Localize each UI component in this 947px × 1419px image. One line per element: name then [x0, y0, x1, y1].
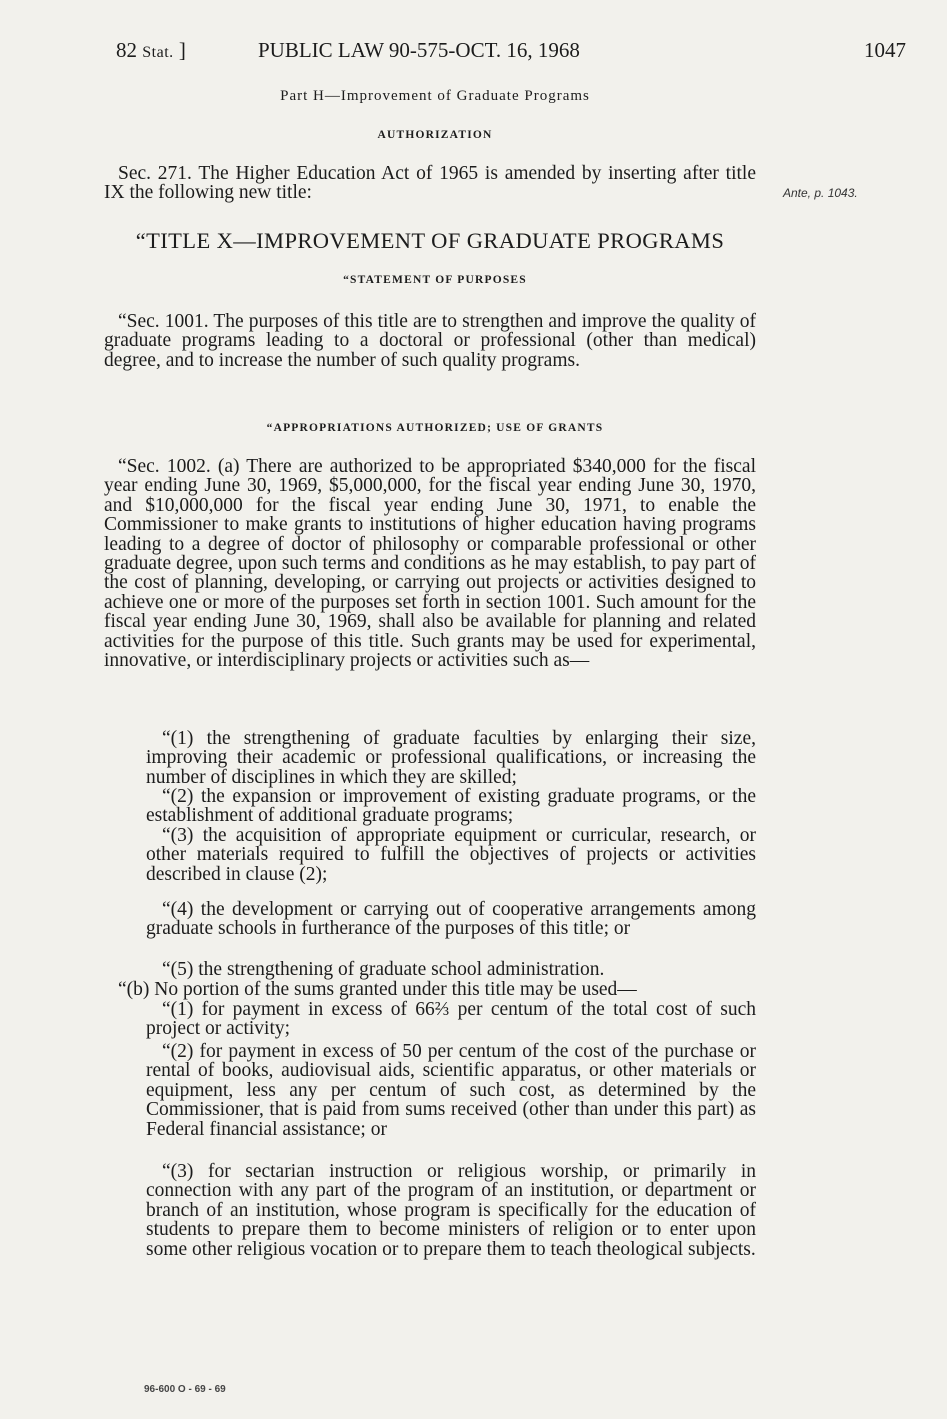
clause-a-5: “(5) the strengthening of graduate school administration.	[162, 959, 605, 980]
authorization-heading: AUTHORIZATION	[377, 129, 493, 141]
law-title: PUBLIC LAW 90-575-OCT. 16, 1968	[258, 38, 580, 62]
clause-a-3: “(3) the acquisition of appropriate equipment or curricular, research, or other materials required to fulfill the objectives of projects or activities described in clause (2);	[146, 825, 756, 885]
purposes-heading: “STATEMENT OF PURPOSES	[343, 274, 527, 286]
statute-reference: 82 Stat. ]	[116, 38, 186, 62]
print-code: 96-600 O - 69 - 69	[144, 1384, 226, 1395]
title-heading: “TITLE X—IMPROVEMENT OF GRADUATE PROGRAMS	[135, 228, 725, 253]
clause-a-2: “(2) the expansion or improvement of existing graduate programs, or the establishment of additional graduate programs;	[146, 786, 756, 827]
section-1001: “Sec. 1001. The purposes of this title are to strengthen and improve the quality of graduate programs leading to a doctoral or professional (other than medical) degree, and to increase the number of such quality programs.	[104, 311, 756, 371]
section-271: Sec. 271. The Higher Education Act of 1965 is amended by inserting after title IX the following new title:	[104, 163, 756, 204]
appropriations-heading: “APPROPRIATIONS AUTHORIZED; USE OF GRANTS	[266, 422, 604, 434]
clause-a-4: “(4) the development or carrying out of cooperative arrangements among graduate schools in furtherance of the purposes of this title; or	[146, 899, 756, 940]
clause-a-1: “(1) the strengthening of graduate faculties by enlarging their size, improving their academic or professional qualifications, or increasing the number of disciplines in which they are skilled;	[146, 728, 756, 788]
section-1002a: “Sec. 1002. (a) There are authorized to be appropriated $340,000 for the fiscal year ending June 30, 1969, $5,000,000, for the fiscal year ending June 30, 1970, and $10,000,000 for the fiscal year ending June 30, 1971, to enable the Commissioner to make grants to institutions of higher education having programs leading to a degree of doctor of philosophy or comparable professional or other graduate degree, upon such terms and conditions as he may establish, to pay part of the cost of planning, developing, or carrying out projects or activities designed to achieve one or more of the purposes set forth in section 1001. Such amount for the fiscal year ending June 30, 1969, shall also be available for planning and related activities for the purpose of this title. Such grants may be used for experimental, innovative, or interdisciplinary projects or activities such as—	[104, 456, 756, 672]
clause-b-1: “(1) for payment in excess of 66⅔ per centum of the total cost of such project or activity;	[146, 999, 756, 1040]
clause-b-2: “(2) for payment in excess of 50 per centum of the cost of the purchase or rental of books, audiovisual aids, scientific apparatus, or other materials or equipment, less any per centum of such cost, as determined by the Commissioner, that is paid from sums received (other than under this part) as Federal financial assistance; or	[146, 1041, 756, 1140]
section-1002b: “(b) No portion of the sums granted under this title may be used—	[118, 979, 637, 1000]
part-heading: Part H—Improvement of Graduate Programs	[280, 88, 590, 104]
clause-b-3: “(3) for sectarian instruction or religious worship, or primarily in connection with any part of the program of an institution, or department or branch of an institution, whose program is specifically for the education of students to prepare them to become ministers of religion or to enter upon some other religious vocation or to prepare them to teach theological subjects.	[146, 1161, 756, 1260]
page-number: 1047	[864, 38, 906, 62]
running-head	[116, 38, 906, 68]
margin-note: Ante, p. 1043.	[783, 186, 858, 200]
